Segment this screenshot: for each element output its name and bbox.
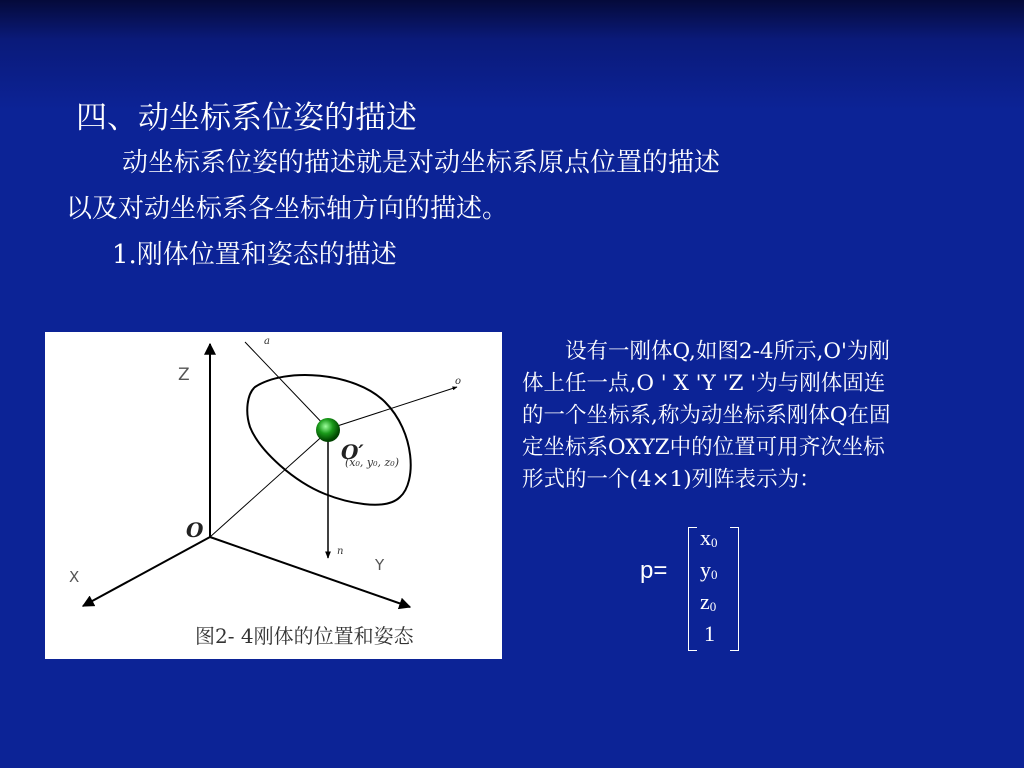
label-coords: (x₀, y₀, z₀) (345, 456, 400, 469)
figure-caption: 图2- 4刚体的位置和姿态 (195, 624, 414, 648)
label-moving-origin: O′ (341, 440, 364, 464)
matrix-label: p= (640, 557, 668, 584)
o-axis (328, 387, 457, 429)
x-axis (83, 537, 210, 606)
label-x: X (69, 568, 80, 586)
label-a: a (264, 336, 270, 347)
rigid-body-figure (45, 332, 502, 659)
description-line-2: 体上任一点,O ' X 'Y 'Z '为与刚体固连 (522, 371, 886, 396)
description-line-3: 的一个坐标系,称为动坐标系刚体Q在固 (522, 403, 891, 428)
position-vector (210, 432, 327, 537)
matrix-entry-y: $y_0$ (700, 557, 718, 582)
matrix-entry-x: $x_0$ (700, 525, 718, 550)
matrix-left-bracket (688, 527, 697, 651)
description-line-5: 形式的一个(4×1)列阵表示为： (522, 467, 821, 492)
label-z: Z (178, 365, 190, 385)
matrix-right-bracket (730, 527, 739, 651)
matrix-entry-one: 1 (704, 621, 715, 646)
slide-heading: 四、动坐标系位姿的描述 (76, 100, 417, 136)
label-origin: O (186, 518, 204, 542)
figure-diagram (45, 332, 502, 659)
matrix-entry-z: $z_0$ (700, 589, 717, 614)
position-matrix (640, 525, 750, 653)
label-o: o (455, 376, 462, 387)
moving-origin-point (316, 418, 340, 442)
paragraph-line-2: 以及对动坐标系各坐标轴方向的描述。 (66, 194, 509, 224)
label-n: n (337, 546, 344, 557)
label-y: Y (375, 556, 385, 574)
description-line-1: 设有一刚体Q,如图2-4所示,O'为刚 (522, 339, 890, 364)
description-line-4: 定坐标系OXYZ中的位置可用齐次坐标 (522, 435, 885, 460)
paragraph-line-1: 动坐标系位姿的描述就是对动坐标系原点位置的描述 (122, 148, 721, 178)
subheading: 1.刚体位置和姿态的描述 (112, 240, 397, 270)
